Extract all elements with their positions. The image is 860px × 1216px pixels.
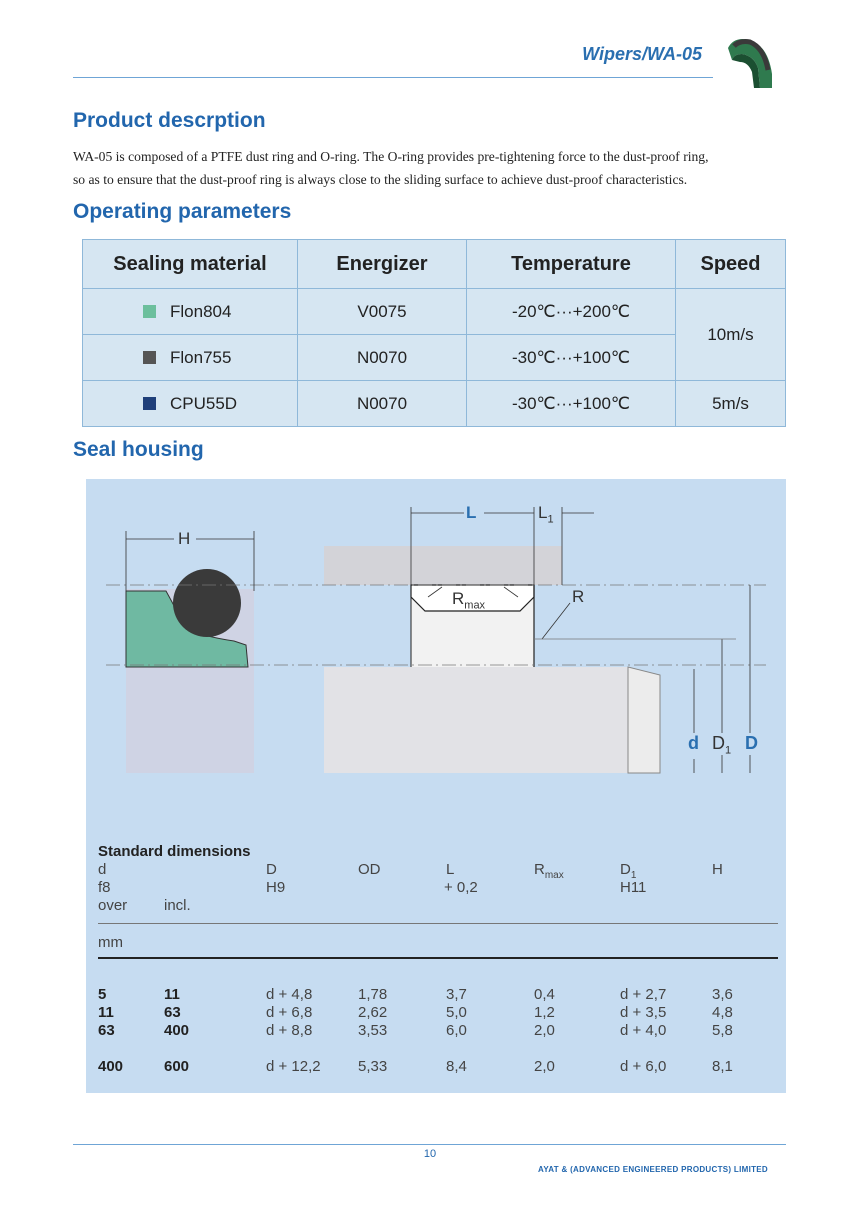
unit-label: mm — [98, 934, 123, 951]
temperature-cell: -30℃···+100℃ — [467, 335, 676, 381]
operating-parameters-table — [82, 239, 786, 427]
cell-l: 3,7 — [446, 986, 467, 1003]
table-row — [83, 289, 786, 335]
dims-rule — [98, 957, 778, 959]
energizer-cell: V0075 — [298, 289, 467, 335]
col-d1-sub: 1 — [630, 870, 637, 881]
wiper-product-icon — [724, 34, 776, 90]
temperature-cell: -20℃···+200℃ — [467, 289, 676, 335]
material-name: CPU55D — [170, 393, 238, 413]
cell-h: 4,8 — [712, 1004, 733, 1021]
cell-over: 5 — [98, 986, 107, 1003]
seal-housing-drawing — [86, 479, 786, 819]
material-cell — [83, 381, 298, 427]
footer-rule — [73, 1144, 786, 1145]
label-d1-sub: 1 — [725, 744, 732, 757]
col-incl: incl. — [164, 897, 191, 914]
document-title: Wipers/WA-05 — [582, 44, 702, 64]
cell-rmax: 1,2 — [534, 1004, 555, 1021]
cell-od: 5,33 — [358, 1058, 388, 1075]
seal-housing-heading: Seal housing — [73, 438, 204, 461]
cell-h: 3,6 — [712, 986, 733, 1003]
label-l1-main: L — [538, 503, 548, 522]
cell-h: 8,1 — [712, 1058, 733, 1075]
color-swatch-icon — [143, 397, 156, 410]
label-d1-main: D — [712, 733, 725, 753]
header-rule — [73, 77, 713, 78]
col-rmax-sub: max — [544, 870, 564, 881]
cell-od: 2,62 — [358, 1004, 388, 1021]
label-l1 — [538, 503, 554, 525]
cell-incl: 63 — [164, 1004, 181, 1021]
product-description-heading: Product descrption — [73, 109, 266, 132]
energizer-cell: N0070 — [298, 335, 467, 381]
col-bore-d-tol: H9 — [266, 879, 286, 896]
col-d-tol: f8 — [98, 879, 111, 896]
cell-od: 1,78 — [358, 986, 388, 1003]
col-rmax — [534, 861, 564, 881]
operating-parameters-heading: Operating parameters — [73, 200, 292, 223]
standard-dimensions-title: Standard dimensions — [98, 843, 251, 860]
company-name: AYAT & (ADVANCED ENGINEERED PRODUCTS) LIMITED — [538, 1165, 768, 1174]
cell-over: 63 — [98, 1022, 115, 1039]
cell-bore-d: d + 8,8 — [266, 1022, 313, 1039]
speed-cell: 5m/s — [676, 381, 786, 427]
dims-divider — [98, 923, 778, 924]
speed-cell: 10m/s — [676, 289, 786, 381]
col-sealing-material: Sealing material — [83, 240, 298, 289]
material-cell — [83, 289, 298, 335]
label-rmax-sub: max — [464, 599, 486, 612]
table-row — [83, 381, 786, 427]
page-number: 10 — [423, 1148, 437, 1160]
cell-rmax: 2,0 — [534, 1022, 555, 1039]
cell-bore-d: d + 6,8 — [266, 1004, 313, 1021]
material-name: Flon804 — [170, 301, 232, 321]
label-r: R — [572, 587, 585, 606]
col-h: H — [712, 861, 723, 878]
cell-l: 6,0 — [446, 1022, 467, 1039]
col-od: OD — [358, 861, 381, 878]
cell-over: 400 — [98, 1058, 124, 1075]
label-h: H — [178, 529, 191, 548]
label-d1 — [712, 733, 731, 757]
cell-d1: d + 2,7 — [620, 986, 667, 1003]
cell-incl: 11 — [164, 986, 180, 1003]
label-rmax — [452, 589, 485, 611]
cell-l: 8,4 — [446, 1058, 467, 1075]
col-bore-d: D — [266, 861, 277, 878]
color-swatch-icon — [143, 305, 156, 318]
col-d1-main: D — [620, 861, 631, 878]
energizer-cell: N0070 — [298, 381, 467, 427]
temperature-cell: -30℃···+100℃ — [467, 381, 676, 427]
cell-rmax: 2,0 — [534, 1058, 555, 1075]
label-l1-sub: 1 — [547, 513, 554, 526]
label-l: L — [466, 503, 477, 522]
cell-incl: 400 — [164, 1022, 190, 1039]
cell-d1: d + 4,0 — [620, 1022, 667, 1039]
product-description-text — [73, 145, 803, 191]
col-d: d — [98, 861, 107, 878]
cell-incl: 600 — [164, 1058, 190, 1075]
material-name: Flon755 — [170, 347, 232, 367]
cell-rmax: 0,4 — [534, 986, 555, 1003]
col-d1-tol: H11 — [620, 879, 647, 896]
cell-od: 3,53 — [358, 1022, 388, 1039]
cell-d1: d + 6,0 — [620, 1058, 667, 1075]
cell-over: 11 — [98, 1004, 114, 1021]
description-line: so as to ensure that the dust-proof ring is always close to the sliding surface to achieve dust-proof characteristics. — [73, 172, 688, 187]
cell-bore-d: d + 4,8 — [266, 986, 313, 1003]
table-header-row — [83, 240, 786, 289]
label-d: d — [688, 733, 699, 753]
col-energizer: Energizer — [298, 240, 467, 289]
col-over: over — [98, 897, 128, 914]
cell-h: 5,8 — [712, 1022, 733, 1039]
col-speed: Speed — [676, 240, 786, 289]
col-l: L — [446, 861, 455, 878]
label-rmax-main: R — [452, 589, 465, 608]
col-temperature: Temperature — [467, 240, 676, 289]
label-d-bore: D — [745, 733, 758, 753]
material-cell — [83, 335, 298, 381]
cell-bore-d: d + 12,2 — [266, 1058, 321, 1075]
col-d1 — [620, 861, 636, 881]
seal-housing-panel — [86, 479, 786, 1093]
col-rmax-main: R — [534, 861, 545, 878]
cell-l: 5,0 — [446, 1004, 467, 1021]
description-line: WA-05 is composed of a PTFE dust ring and O-ring. The O-ring provides pre-tightening force to the dust-proof ring, — [73, 149, 709, 164]
color-swatch-icon — [143, 351, 156, 364]
col-l-tol: + 0,2 — [444, 879, 478, 896]
cell-d1: d + 3,5 — [620, 1004, 667, 1021]
